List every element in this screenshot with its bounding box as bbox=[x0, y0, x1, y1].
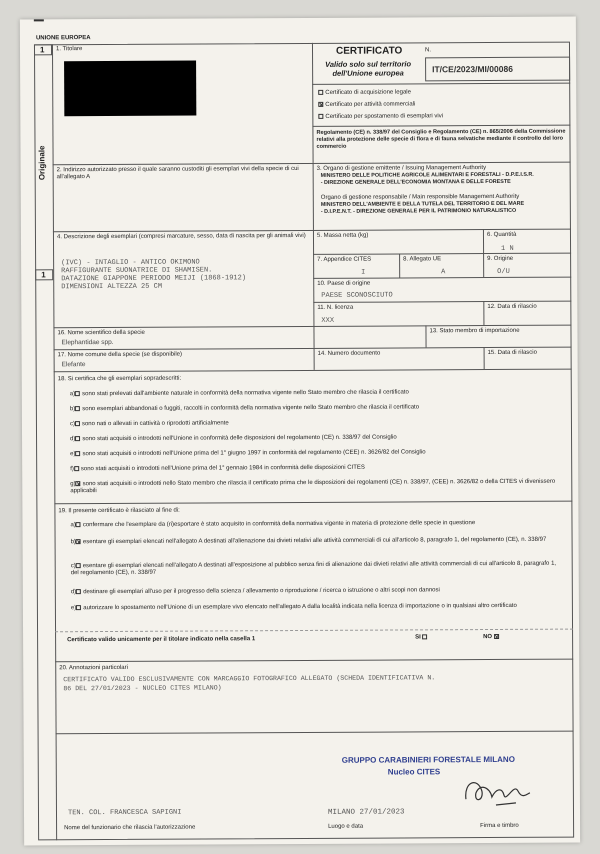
box18-item-b-letter: b) bbox=[69, 406, 76, 413]
box3-label: 3. Organo di gestione emittente / Issuing Management Authority bbox=[316, 165, 487, 172]
description-line3: DATAZIONE GIAPPONE PERIODO MEIJI (1868-1912) bbox=[61, 274, 247, 284]
box18-item-f-text: sono stati acquisiti o introdotti nell'Unione prima del 1° gennaio 1984 in conformità delle disposizioni CITES bbox=[80, 464, 365, 473]
box19-item-e-letter: e) bbox=[70, 605, 77, 612]
box11-value: XXX bbox=[321, 316, 335, 325]
box19-item-e-text: autorizzare lo spostamento nell'Unione di un esemplare vivo elencato nell'allegato A dalla località indicata nella licenza di importazione o in qualsiasi altro certificato bbox=[83, 602, 517, 612]
official-label: Nome del funzionario che rilascia l'autorizzazione bbox=[64, 824, 196, 832]
stamp-line2: Nucleo CITES bbox=[387, 767, 441, 777]
official-name: TEN. COL. FRANCESCA SAPIGNI bbox=[67, 808, 182, 818]
box19-checkbox-c[interactable] bbox=[76, 563, 81, 568]
box3-authority-line1: MINISTERO DELLE POLITICHE AGRICOLE ALIMENTARI E FORESTALI - D.P.E.I.S.R. bbox=[320, 171, 534, 179]
box18-checkbox-d[interactable] bbox=[75, 436, 80, 441]
certificate-number: IT/CE/2023/MI/00086 bbox=[432, 63, 513, 75]
box19-checkbox-e[interactable] bbox=[76, 605, 81, 610]
box7-value: I bbox=[361, 268, 366, 277]
box18-item-d-letter: d) bbox=[70, 436, 76, 443]
holder-redaction bbox=[64, 61, 196, 117]
box18-checkbox-c[interactable] bbox=[75, 421, 80, 426]
box18-checkbox-g[interactable] bbox=[76, 481, 81, 486]
box11-12-divider bbox=[483, 301, 484, 325]
certificate-page bbox=[20, 17, 580, 846]
box19-checkbox-d[interactable] bbox=[76, 589, 81, 594]
purpose-option-legal-label: Certificato di acquisizione legale bbox=[325, 89, 411, 96]
box16-value: Elephantidae spp. bbox=[61, 338, 114, 347]
si-option bbox=[415, 634, 429, 641]
description-line4: DIMENSIONI ALTEZZA 25 CM bbox=[61, 282, 163, 292]
certificate-n-label: N. bbox=[424, 47, 432, 54]
purpose-option-commercial-label: Certificato per attività commerciali bbox=[325, 101, 416, 108]
box2-label: 2. Indirizzo autorizzato presso il quale saranno custoditi gli esemplari vivi della specie di cui all'allegato A bbox=[56, 166, 299, 181]
box3-authority-line3: MINISTERO DELL'AMBIENTE E DELLA TUTELA DEL TERRITORIO E DEL MARE bbox=[320, 200, 525, 208]
box19-item-c bbox=[71, 561, 559, 578]
valid-text: Certificato valido unicamente per il titolare indicato nella casella 1 bbox=[67, 636, 256, 644]
box5-6-divider bbox=[483, 229, 484, 253]
box14-label: 14. Numero documento bbox=[317, 350, 381, 357]
box19-item-d-text: destinare gli esemplari all'uso per il progresso della scienza / allevamento o riproduzione / ricerca o istruzione o altri scopi non dannosi bbox=[83, 587, 440, 596]
union-header: UNIONE EUROPEA bbox=[35, 35, 91, 42]
box18-item-b-text: sono esemplari abbandonati o fuggiti, raccolti in conformità della normativa vigente nello Stato membro che rilascia il certificato bbox=[82, 404, 420, 413]
box18-item-e-text: sono stati acquisiti o introdotti nell'Unione prima del 1° giugno 1997 in conformità del regolamento (CEE) n. 3626/82 del Consiglio bbox=[82, 449, 426, 458]
box18-item-g-letter: g) bbox=[70, 481, 76, 488]
purpose-option-live bbox=[318, 113, 443, 121]
box19-checkbox-a[interactable] bbox=[76, 522, 81, 527]
box18-item-c-text: sono nati o allevati in cattività o riprodotti artificialmente bbox=[81, 420, 229, 428]
box6-label: 6. Quantità bbox=[486, 231, 517, 239]
box18-item-e-letter: e) bbox=[70, 451, 76, 458]
box6-value: 1 N bbox=[501, 244, 514, 253]
box5-label: 5. Massa netta (kg) bbox=[316, 232, 369, 239]
box17-14-divider bbox=[314, 348, 315, 370]
box11-label: 11. N. licenza bbox=[317, 304, 354, 311]
certificate-title: CERTIFICATO bbox=[335, 45, 403, 57]
box18-item-d-text: sono stati acquisiti o introdotti nell'Unione in conformità delle disposizioni del regolamento (CE) n. 338/97 del Consiglio bbox=[82, 434, 397, 443]
box9-label: 9. Origine bbox=[487, 255, 514, 263]
box19-item-c-letter: c) bbox=[70, 563, 76, 570]
box20-label: 20. Annotazioni particolari bbox=[59, 664, 128, 672]
box4-label: 4. Descrizione degli esemplari (compresi marcature, sesso, data di nascita per gli animali vivi) bbox=[56, 232, 306, 241]
place-date: MILANO 27/01/2023 bbox=[327, 808, 405, 817]
box14-15-divider bbox=[484, 347, 485, 369]
row-number: 1 bbox=[41, 270, 46, 280]
certificate-subtitle: Valido solo sul territorio dell'Unione europea bbox=[325, 59, 412, 78]
si-label: SI bbox=[415, 634, 421, 641]
box3-authority-line4: - D.I.P.E.N.T. - DIREZIONE GENERALE PER IL PATRIMONIO NATURALISTICO bbox=[320, 207, 517, 215]
box13-label: 13. Stato membro di importazione bbox=[429, 327, 520, 335]
box18-checkbox-e[interactable] bbox=[75, 451, 80, 456]
signature-label: Firma e timbro bbox=[480, 822, 519, 830]
box15-label: 15. Data di rilascio bbox=[487, 349, 537, 357]
purpose-option-commercial bbox=[318, 101, 415, 109]
box18-item-c bbox=[70, 420, 229, 428]
copy-label: Originale bbox=[37, 145, 47, 181]
box18-checkbox-a[interactable] bbox=[75, 391, 80, 396]
box7-label: 7. Appendice CITES bbox=[317, 256, 372, 263]
box17-value: Elefante bbox=[61, 361, 86, 369]
description-line2: RAFFIGURANTE SUONATRICE DI SHAMISEN. bbox=[61, 266, 213, 276]
box18-checkbox-f[interactable] bbox=[74, 466, 79, 471]
si-checkbox[interactable] bbox=[422, 634, 427, 639]
box19-item-b-text: esentare gli esemplari elencati nell'allegato A destinati all'alienazione dai divieti relativi alle attività commerciali di cui all'articolo 8, paragrafo 1, del regolamento (CE), n. 338/97 bbox=[82, 536, 547, 546]
box18-label: 18. Si certifica che gli esemplari sopradescritti: bbox=[57, 375, 182, 383]
no-label: NO bbox=[483, 634, 493, 641]
box19-item-a-letter: a) bbox=[70, 522, 76, 529]
box7-8-divider bbox=[399, 253, 400, 277]
box19-item-a-text: confermare che l'esemplare da (ri)esportare è stato acquisito in conformità della normativa vigente in materia di protezione delle specie in questione bbox=[82, 520, 476, 529]
annotation-line2: 86 DEL 27/01/2023 - NUCLEO CITES MILANO) bbox=[63, 684, 222, 693]
box8-label: 8. Allegato UE bbox=[403, 256, 442, 263]
box3-authority-line2: - DIREZIONE GENERALE DELL'ECONOMIA MONTANA E DELLE FORESTE bbox=[320, 178, 511, 186]
signature-image bbox=[456, 769, 546, 813]
top-mark bbox=[34, 19, 44, 21]
box18-item-a-letter: a) bbox=[69, 391, 76, 398]
place-date-label: Luogo e data bbox=[328, 823, 364, 830]
purpose-checkbox-commercial[interactable] bbox=[318, 102, 323, 107]
annotation-line1: CERTIFICATO VALIDO ESCLUSIVAMENTE CON MARCAGGIO FOTOGRAFICO ALLEGATO (SCHEDA IDENTIFICATIVA N. bbox=[63, 674, 436, 684]
no-option bbox=[483, 634, 501, 641]
box18-item-a-text: sono stati prelevati dall'ambiente naturale in conformità della normativa vigente nello Stato membro che rilascia il certificato bbox=[82, 389, 409, 398]
copy-number: 1 bbox=[39, 45, 45, 55]
box8-9-divider bbox=[483, 253, 484, 277]
box17-label: 17. Nome comune della specie (se disponibile) bbox=[57, 351, 183, 359]
purpose-checkbox-live[interactable] bbox=[318, 114, 323, 119]
box18-item-g-text: sono stati acquisiti o introdotti nello Stato membro che rilascia il certificato prima che le disposizioni dei regolamenti (CE) n. 338/97, (CEE) n. 3626/82 o della CITES vi divenissero applicabili bbox=[70, 478, 556, 495]
box1-label: 1. Titolare bbox=[55, 46, 83, 53]
box18-item-g bbox=[70, 479, 555, 496]
stamp-line1: GRUPPO CARABINIERI FORESTALE MILANO bbox=[341, 754, 515, 765]
purpose-checkbox-legal[interactable] bbox=[318, 90, 323, 95]
box19-item-b-letter: b) bbox=[70, 539, 76, 546]
box16-13-divider bbox=[425, 325, 426, 347]
purpose-option-legal bbox=[318, 89, 411, 97]
box10-label: 10. Paese di origine bbox=[317, 280, 371, 287]
purpose-option-live-label: Certificato per spostamento di esemplari vivi bbox=[325, 113, 444, 120]
box18-item-c-letter: c) bbox=[69, 421, 75, 428]
box18-checkbox-b[interactable] bbox=[75, 406, 80, 411]
box18-item-f-letter: f) bbox=[70, 466, 74, 473]
description-line1: (IVC) - INTAGLIO - ANTICO OKIMONO bbox=[61, 258, 200, 268]
box16-label: 16. Nome scientifico della specie bbox=[57, 329, 145, 337]
box10-value: PAESE SCONOSCIUTO bbox=[321, 291, 393, 300]
regulation-text: Regolamento (CE) n. 338/97 del Consiglio e Regolamento (CE) n. 865/2006 della Commissione relativi alla protezione delle specie di flora e di fauna selvatiche mediante il controllo del loro commercio bbox=[316, 128, 566, 150]
box19-item-c-text: esentare gli esemplari elencati nell'allegato A destinati all'esposizione al pubblico senza fini di alienazione dai divieti relativi alle attività commerciali di cui all'articolo 8, paragrafo 1, del regolamento (CE), n. 338/97 bbox=[70, 560, 557, 577]
no-checkbox[interactable] bbox=[494, 634, 499, 639]
box8-value: A bbox=[441, 268, 446, 277]
box3-main-label: Organo di gestione responsabile / Main responsible Management Authority bbox=[320, 193, 520, 201]
box9-value: O/U bbox=[497, 267, 510, 276]
box19-label: 19. Il presente certificato è rilasciato al fine di: bbox=[58, 507, 180, 515]
box19-checkbox-b[interactable] bbox=[76, 539, 81, 544]
box19-item-d-letter: d) bbox=[70, 589, 77, 596]
box12-label: 12. Data di rilascio bbox=[487, 303, 537, 311]
